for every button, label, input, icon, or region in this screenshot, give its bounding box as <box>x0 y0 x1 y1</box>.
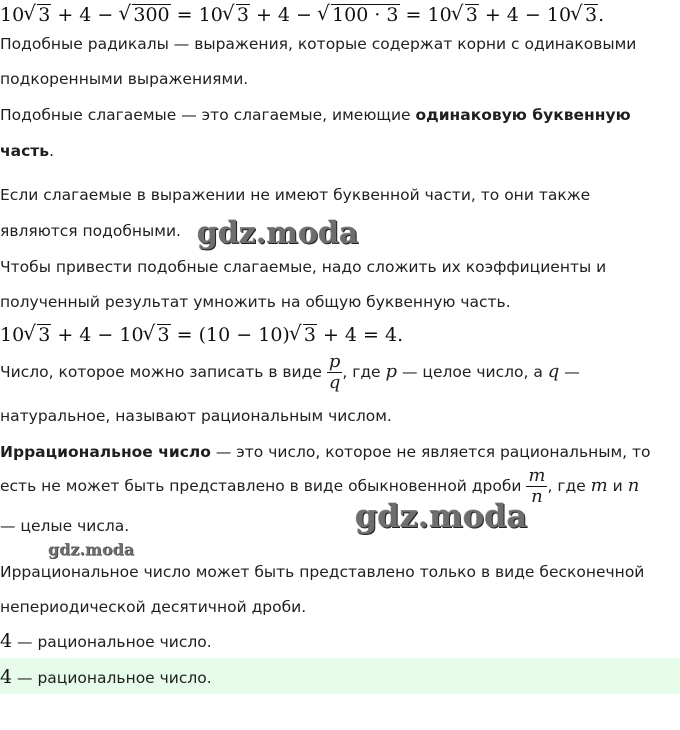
how-to-line1: Чтобы привести подобные слагаемые, надо сложить их коэффициенты и <box>0 258 607 276</box>
def-irrational-line1: Иррациональное число — это число, которое не является рациональным, то <box>0 443 651 461</box>
equation-radicals-simplify: 10√ 3 + 4 − √ 300 = 10√ 3 + 4 − √ 100 · 3 = 10√ 3 + 4 − 10√ 3. <box>0 4 604 26</box>
def-terms-line1: Подобные слагаемые — это слагаемые, имеющие одинаковую буквенную <box>0 106 631 124</box>
how-to-line2: полученный результат умножить на общую буквенную часть. <box>0 293 511 311</box>
def-rational-line2: натуральное, называют рациональным числом. <box>0 407 392 425</box>
watermark-logo: gdz.moda <box>197 216 359 251</box>
def-irrational-line2: есть не может быть представлено в виде обыкновенной дроби $\frac{m}{n}$ , где m и n <box>0 465 640 507</box>
def-irrational-line3: — целые числа. <box>0 517 130 535</box>
def-radicals-line2: подкоренными выражениями. <box>0 70 249 88</box>
answer-highlight-line: 4 — рациональное число. <box>0 666 212 688</box>
def-nolit-line2: являются подобными. <box>0 222 181 240</box>
def-rational-line1: Число, которое можно записать в виде $\frac{p}{q}$ , где p — целое число, а q — <box>0 351 580 393</box>
irr-repr-line1: Иррациональное число может быть представлено только в виде бесконечной <box>0 563 645 581</box>
def-terms-line2: часть. <box>0 142 55 160</box>
watermark-logo: gdz.moda <box>48 540 135 559</box>
def-nolit-line1: Если слагаемые в выражении не имеют буквенной части, то они также <box>0 186 591 204</box>
equation-combine-terms: 10√ 3 + 4 − 10√ 3 = (10 − 10)√ 3 + 4 = 4. <box>0 324 403 346</box>
fraction-m-over-n: $\frac{m}{n}$ <box>528 465 546 507</box>
answer-line: 4 — рациональное число. <box>0 630 212 652</box>
fraction-p-over-q: $\frac{p}{q}$ <box>328 351 341 393</box>
watermark-logo: gdz.moda <box>355 497 528 535</box>
irr-repr-line2: непериодической десятичной дроби. <box>0 598 307 616</box>
def-radicals-line1: Подобные радикалы — выражения, которые содержат корни с одинаковыми <box>0 35 637 53</box>
